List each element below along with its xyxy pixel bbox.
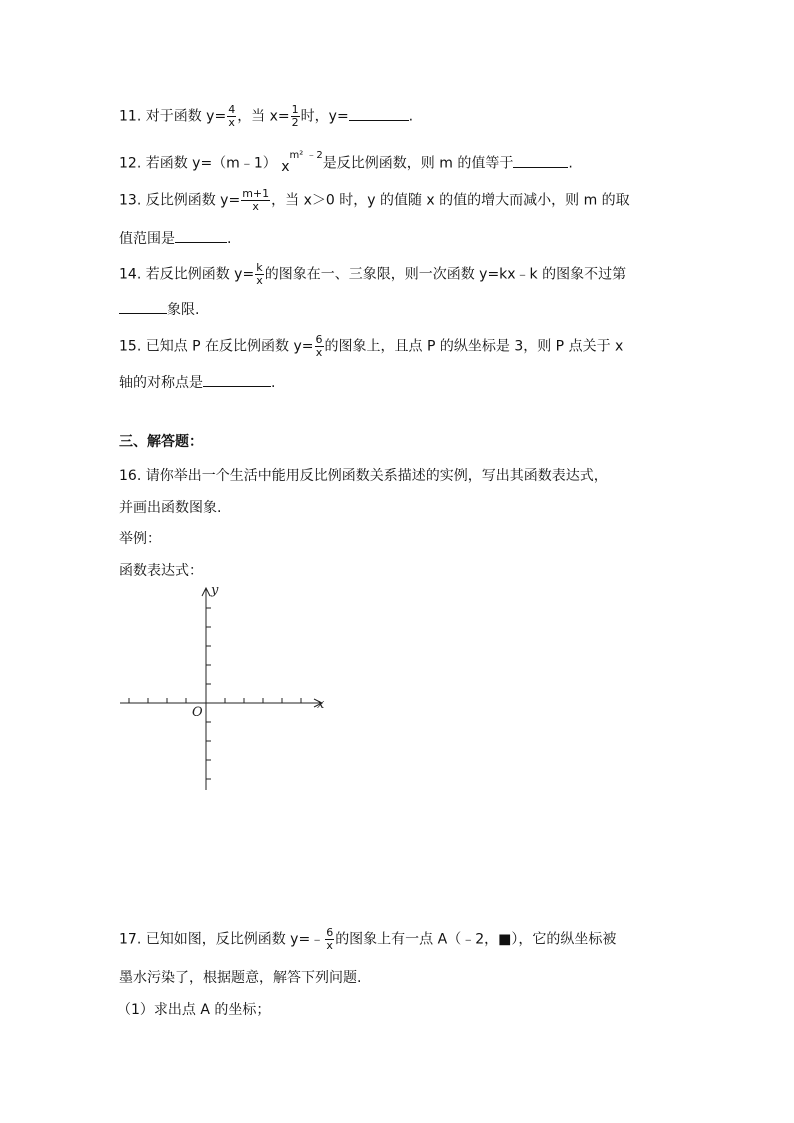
- question-17: 17. 已知如图，反比例函数 y=﹣ $\frac{6}{x}$ 的图象上有一点 A（﹣2，■），它的纵坐标被: [119, 926, 617, 952]
- question-17-part-1: （1）求出点 A 的坐标；: [117, 1002, 271, 1018]
- question-13-line-2: 值范围是 .: [119, 228, 231, 249]
- question-14-line-2: 象限.: [119, 299, 199, 320]
- question-16: 16. 请你举出一个生活中能用反比例函数关系描述的实例，写出其函数表达式，: [119, 468, 608, 484]
- x-axis-label: x: [317, 697, 325, 712]
- section-heading: 三、解答题：: [119, 434, 203, 450]
- fraction: $\frac{4}{x}$: [228, 103, 236, 129]
- expression-label: 函数表达式：: [119, 563, 203, 579]
- fraction: $\frac{1}{2}$: [291, 103, 299, 129]
- question-15-line-2: 轴的对称点是 .: [119, 372, 275, 393]
- question-11: 11. 对于函数 y= $\frac{4}{x}$ ，当 x= $\frac{1}{2}$ 时，y= .: [119, 103, 414, 129]
- question-number: 11.: [119, 108, 142, 125]
- question-15: 15. 已知点 P 在反比例函数 y= $\frac{6}{x}$ 的图象上，且点 P 的纵坐标是 3，则 P 点关于 x: [119, 333, 624, 359]
- question-12: 12. 若函数 y=（m﹣1） $x^{m^2 ﹣2}$是反比例函数，则 m 的值等于 .: [119, 150, 573, 175]
- example-label: 举例：: [119, 531, 161, 547]
- x-ticks: [129, 698, 301, 703]
- fraction: $\frac{6}{x}$: [315, 333, 323, 359]
- question-14: 14. 若反比例函数 y= $\frac{k}{x}$ 的图象在一、三象限，则一次函数 y=kx﹣k 的图象不过第: [119, 261, 627, 287]
- question-16-line-2: 并画出函数图象.: [119, 500, 222, 516]
- y-ticks: [206, 608, 211, 779]
- fraction: $\frac{m+1}{x}$: [242, 187, 270, 213]
- fraction: $\frac{6}{x}$: [326, 926, 334, 952]
- y-axis-label: y: [211, 583, 219, 598]
- origin-label: O: [192, 705, 203, 720]
- question-13: 13. 反比例函数 y= $\frac{m+1}{x}$ ，当 x＞0 时，y 的值随 x 的值的增大而减小，则 m 的取: [119, 187, 630, 213]
- fraction: $\frac{k}{x}$: [256, 261, 263, 287]
- question-17-line-2: 墨水污染了，根据题意，解答下列问题.: [119, 970, 362, 986]
